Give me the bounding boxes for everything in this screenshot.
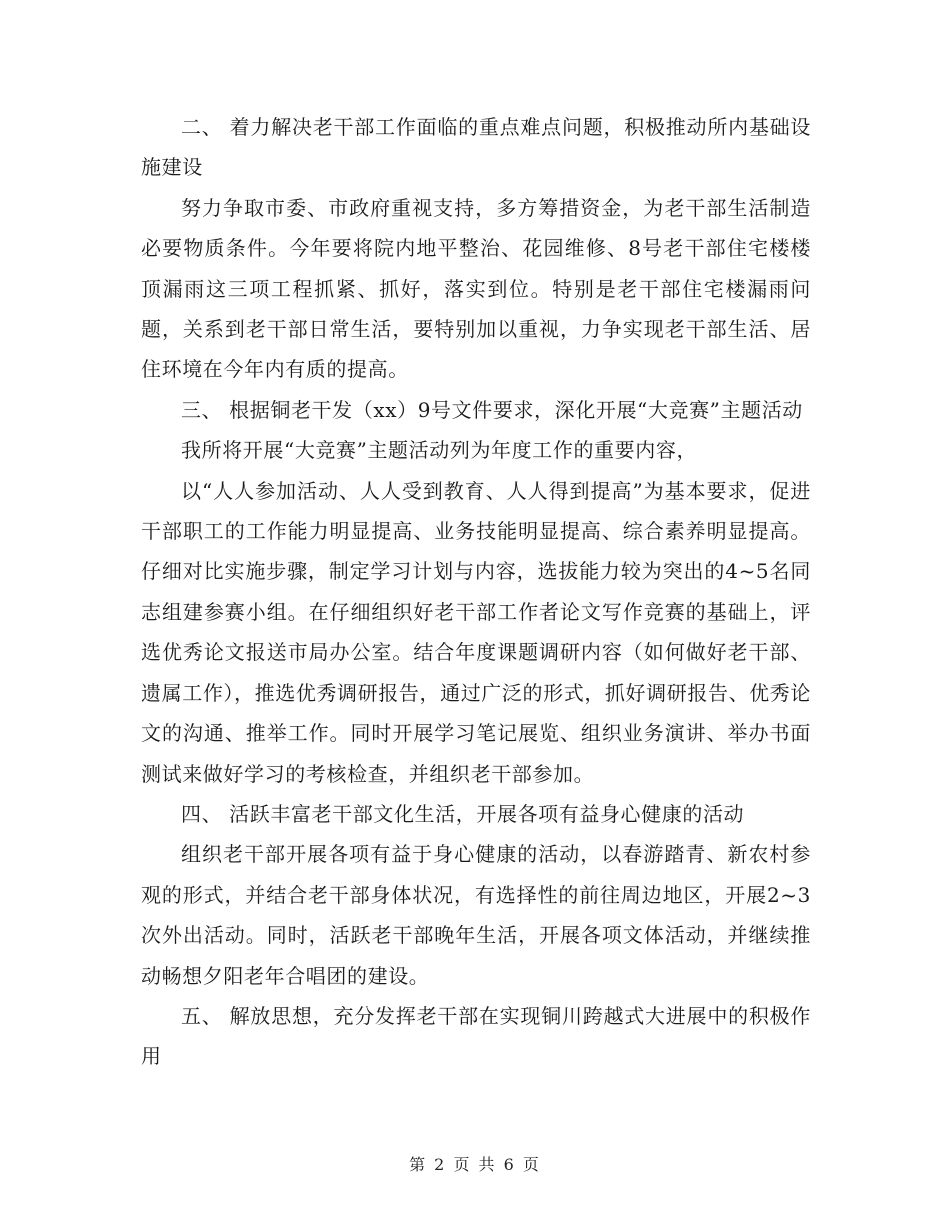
section-heading-5: 五、 解放思想，充分发挥老干部在实现铜川跨越式大进展中的积极作用: [141, 1003, 811, 1069]
page-number-footer: 第 2 页 共 6 页: [409, 1155, 541, 1174]
paragraph: 以“人人参加活动、人人受到教育、人人得到提高”为基本要求，促进干部职工的工作能力明显提高、业务技能明显提高、综合素养明显提高。仔细对比实施步骤，制定学习计划与内容，选拔能力较为突出的4~5名同志组建参赛小组。在仔细组织好老干部工作者论文写作竞赛的基础上，评选优秀论文报送市局办公室。结合年度课题调研内容（如何做好老干部、遗属工作），推选优秀调研报告，通过广泛的形式，抓好调研报告、优秀论文的沟通、推举工作。同时开展学习笔记展览、组织业务演讲、举办书面测试来做好学习的考核检查，并组织老干部参加。: [141, 478, 811, 786]
paragraph: 努力争取市委、市政府重视支持，多方筹措资金，为老干部生活制造必要物质条件。今年要将院内地平整治、花园维修、8号老干部住宅楼楼顶漏雨这三项工程抓紧、抓好，落实到位。特别是老干部住宅楼漏雨问题，关系到老干部日常生活，要特别加以重视，力争实现老干部生活、居住环境在今年内有质的提高。: [141, 195, 811, 382]
section-heading-2: 二、 着力解决老干部工作面临的重点难点问题，积极推动所内基础设施建设: [141, 115, 811, 180]
paragraph: 我所将开展“大竞赛”主题活动列为年度工作的重要内容，: [181, 438, 698, 463]
section-heading-4: 四、 活跃丰富老干部文化生活，开展各项有益身心健康的活动: [181, 801, 745, 826]
paragraph: 组织老干部开展各项有益于身心健康的活动，以春游踏青、新农村参观的形式，并结合老干部身体状况，有选择性的前往周边地区，开展2~3次外出活动。同时，活跃老干部晚年生活，开展各项文体活动，并继续推动畅想夕阳老年合唱团的建设。: [141, 842, 811, 988]
document-body: [141, 107, 811, 1077]
section-heading-3: 三、 根据铜老干发（xx）9号文件要求，深化开展“大竞赛”主题活动: [181, 397, 803, 422]
